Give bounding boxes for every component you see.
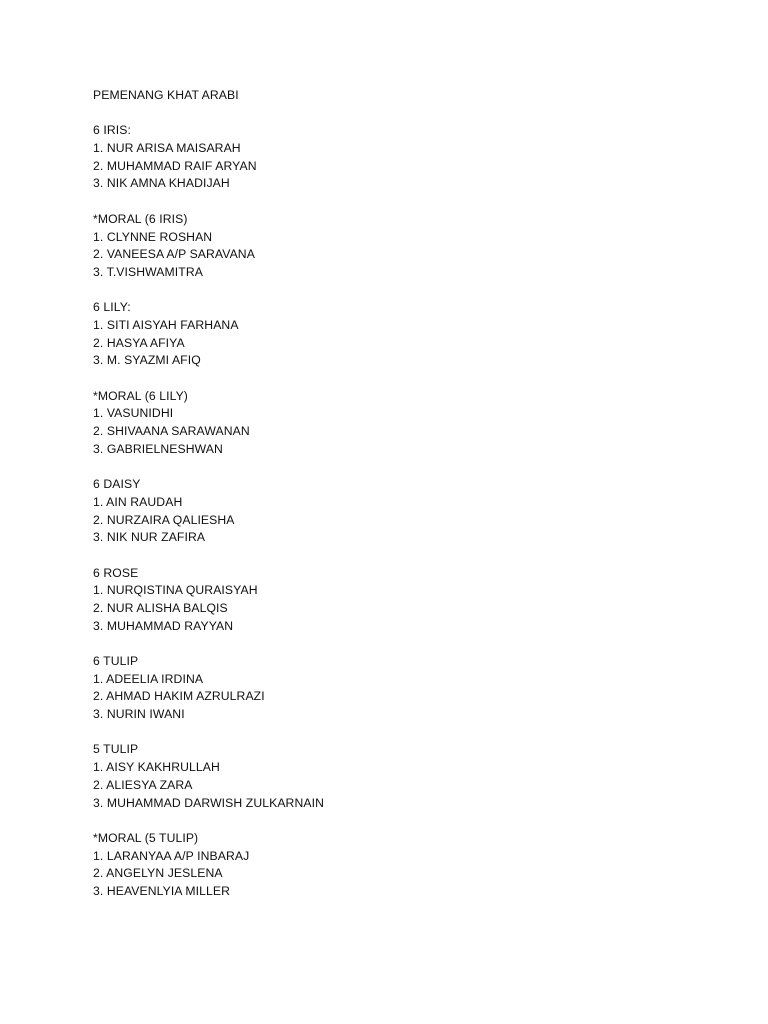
winner-line: 3. NURIN IWANI xyxy=(93,707,185,722)
group-5-tulip xyxy=(93,741,693,812)
winner-line: 2. NUR ALISHA BALQIS xyxy=(93,600,228,615)
winner-line: 1. SITI AISYAH FARHANA xyxy=(93,317,239,332)
spacer xyxy=(93,105,693,123)
document-title: PEMENANG KHAT ARABI xyxy=(93,88,239,102)
group-moral-6-iris xyxy=(93,211,693,282)
group-heading: 6 ROSE xyxy=(93,565,139,580)
winner-line: 1. AIN RAUDAH xyxy=(93,494,183,509)
winner-line: 3. T.VISHWAMITRA xyxy=(93,264,203,279)
winner-line: 3. GABRIELNESHWAN xyxy=(93,441,223,456)
winner-line: 2. SHIVAANA SARAWANAN xyxy=(93,424,250,439)
group-moral-5-tulip xyxy=(93,830,693,901)
winner-line: 3. NIK NUR ZAFIRA xyxy=(93,530,206,545)
winner-line: 3. MUHAMMAD RAYYAN xyxy=(93,618,234,633)
group-heading: 6 DAISY xyxy=(93,477,141,492)
group-6-daisy xyxy=(93,476,693,547)
spacer xyxy=(93,282,693,300)
spacer xyxy=(93,635,693,653)
group-heading: 5 TULIP xyxy=(93,742,139,757)
winner-line: 2. NURZAIRA QALIESHA xyxy=(93,512,235,527)
spacer xyxy=(93,724,693,742)
group-6-lily xyxy=(93,299,693,370)
group-6-tulip xyxy=(93,653,693,724)
group-6-rose xyxy=(93,565,693,636)
spacer xyxy=(93,370,693,388)
group-moral-6-lily xyxy=(93,388,693,459)
winner-line: 1. LARANYAA A/P INBARAJ xyxy=(93,848,250,863)
winner-line: 2. VANEESA A/P SARAVANA xyxy=(93,247,255,262)
winner-line: 3. NIK AMNA KHADIJAH xyxy=(93,176,230,191)
winner-line: 1. NUR ARISA MAISARAH xyxy=(93,141,241,156)
spacer xyxy=(93,547,693,565)
winner-line: 3. M. SYAZMI AFIQ xyxy=(93,353,201,368)
document-body xyxy=(93,87,693,901)
group-heading: *MORAL (6 IRIS) xyxy=(93,211,188,226)
winner-line: 3. HEAVENLYIA MILLER xyxy=(93,883,231,898)
group-heading: *MORAL (6 LILY) xyxy=(93,388,188,403)
spacer xyxy=(93,458,693,476)
group-heading: 6 TULIP xyxy=(93,654,139,668)
spacer xyxy=(93,812,693,830)
winner-line: 2. HASYA AFIYA xyxy=(93,335,185,350)
group-heading: *MORAL (5 TULIP) xyxy=(93,830,199,845)
winner-line: 1. AISY KAKHRULLAH xyxy=(93,760,220,775)
spacer xyxy=(93,193,693,211)
winner-line: 1. CLYNNE ROSHAN xyxy=(93,229,213,244)
group-heading: 6 IRIS: xyxy=(93,123,131,138)
winner-line: 3. MUHAMMAD DARWISH ZULKARNAIN xyxy=(93,795,324,810)
winner-line: 2. ALIESYA ZARA xyxy=(93,777,193,792)
group-heading: 6 LILY: xyxy=(93,300,131,315)
winner-line: 2. ANGELYN JESLENA xyxy=(93,866,223,881)
winner-line: 2. MUHAMMAD RAIF ARYAN xyxy=(93,158,257,173)
winner-line: 1. NURQISTINA QURAISYAH xyxy=(93,583,258,598)
winner-line: 2. AHMAD HAKIM AZRULRAZI xyxy=(93,689,265,704)
winner-line: 1. VASUNIDHI xyxy=(93,406,174,421)
group-6-iris xyxy=(93,122,693,193)
winner-line: 1. ADEELIA IRDINA xyxy=(93,671,204,686)
